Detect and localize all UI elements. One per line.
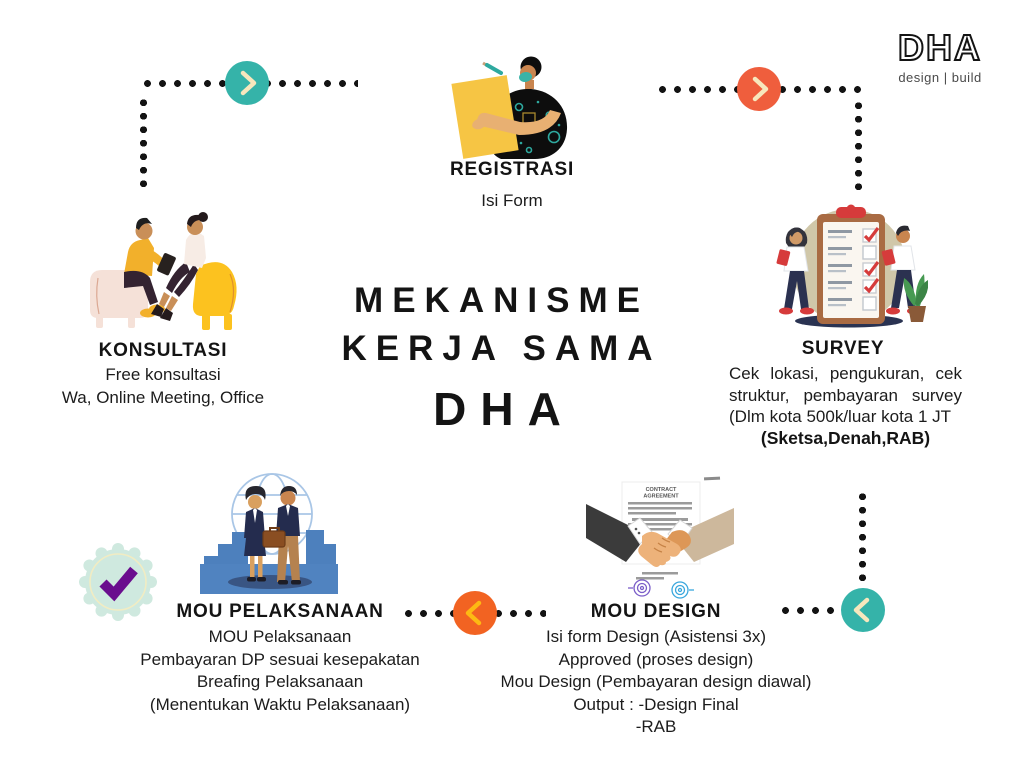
check-badge-icon [77,541,159,623]
person-filling-form-illustration [437,55,577,159]
mou-design-line: Approved (proses design) [558,649,754,669]
mou-pelaksanaan-line: Pembayaran DP sesuai kesepakatan [140,649,420,669]
mou-design-line: Isi form Design (Asistensi 3x) [545,627,767,646]
chevron-left-icon [841,588,885,632]
mou-pelaksanaan-line: (Menentukan Waktu Pelaksanaan) [149,694,411,714]
arrow-left-icon [453,591,497,635]
two-people-consultation-illustration [84,206,242,338]
konsultasi-description [33,364,293,409]
konsultasi-heading: KONSULTASI [98,340,228,361]
logo-tagline: design | build [898,70,982,85]
dotted-line-vertical [858,490,867,586]
konsultasi-line: Wa, Online Meeting, Office [61,387,265,407]
dha-logo [885,26,995,85]
survey-line: Cek lokasi, pengukuran, cek [729,364,962,383]
survey-heading: SURVEY [801,338,885,359]
survey-line: (Dlm kota 500k/luar kota 1 JT [729,407,952,426]
mou-pelaksanaan-description [100,626,460,716]
dotted-line-vertical [139,96,148,194]
arrow-right-icon [225,61,269,105]
mou-design-heading: MOU DESIGN [590,601,722,622]
checklist-clipboard-illustration [770,202,928,336]
mou-design-line: -RAB [635,717,677,736]
mou-pelaksanaan-heading: MOU PELAKSANAAN [176,601,384,622]
registrasi-description: Isi Form [481,191,543,210]
dha-logo-mark-icon [888,26,992,68]
mou-pelaksanaan-line: MOU Pelaksanaan [208,627,352,646]
survey-deliverables: (Sketsa,Denah,RAB) [760,428,931,448]
dotted-line-vertical [854,99,863,194]
mou-design-line: Output : -Design Final [573,694,739,714]
title-line-3: DHA [433,383,575,435]
arrow-right-icon [737,67,781,111]
logo-brand-text: DHA [898,27,982,68]
chevron-left-icon [453,591,497,635]
survey-line: struktur, pembayaran survey [729,385,962,405]
registrasi-heading: REGISTRASI [449,159,575,180]
mou-design-description [491,626,821,739]
arrow-left-icon [841,588,885,632]
business-people-agreement-illustration [198,470,340,596]
survey-description [729,363,962,428]
konsultasi-line: Free konsultasi [105,365,221,384]
contract-label-line2: AGREEMENT [643,493,679,500]
contract-label-line1: CONTRACT [645,487,677,493]
mou-pelaksanaan-line: Breafing Pelaksanaan [196,672,364,691]
chevron-right-icon [737,67,781,111]
title-line-2: KERJA SAMA [341,329,662,368]
page-title [317,277,677,435]
chevron-right-icon [225,61,269,105]
dotted-line-horizontal [778,606,842,615]
title-line-1: MEKANISME [354,281,649,320]
mou-design-line: Mou Design (Pembayaran design diawal) [500,672,812,691]
handshake-contract-illustration [586,476,734,600]
